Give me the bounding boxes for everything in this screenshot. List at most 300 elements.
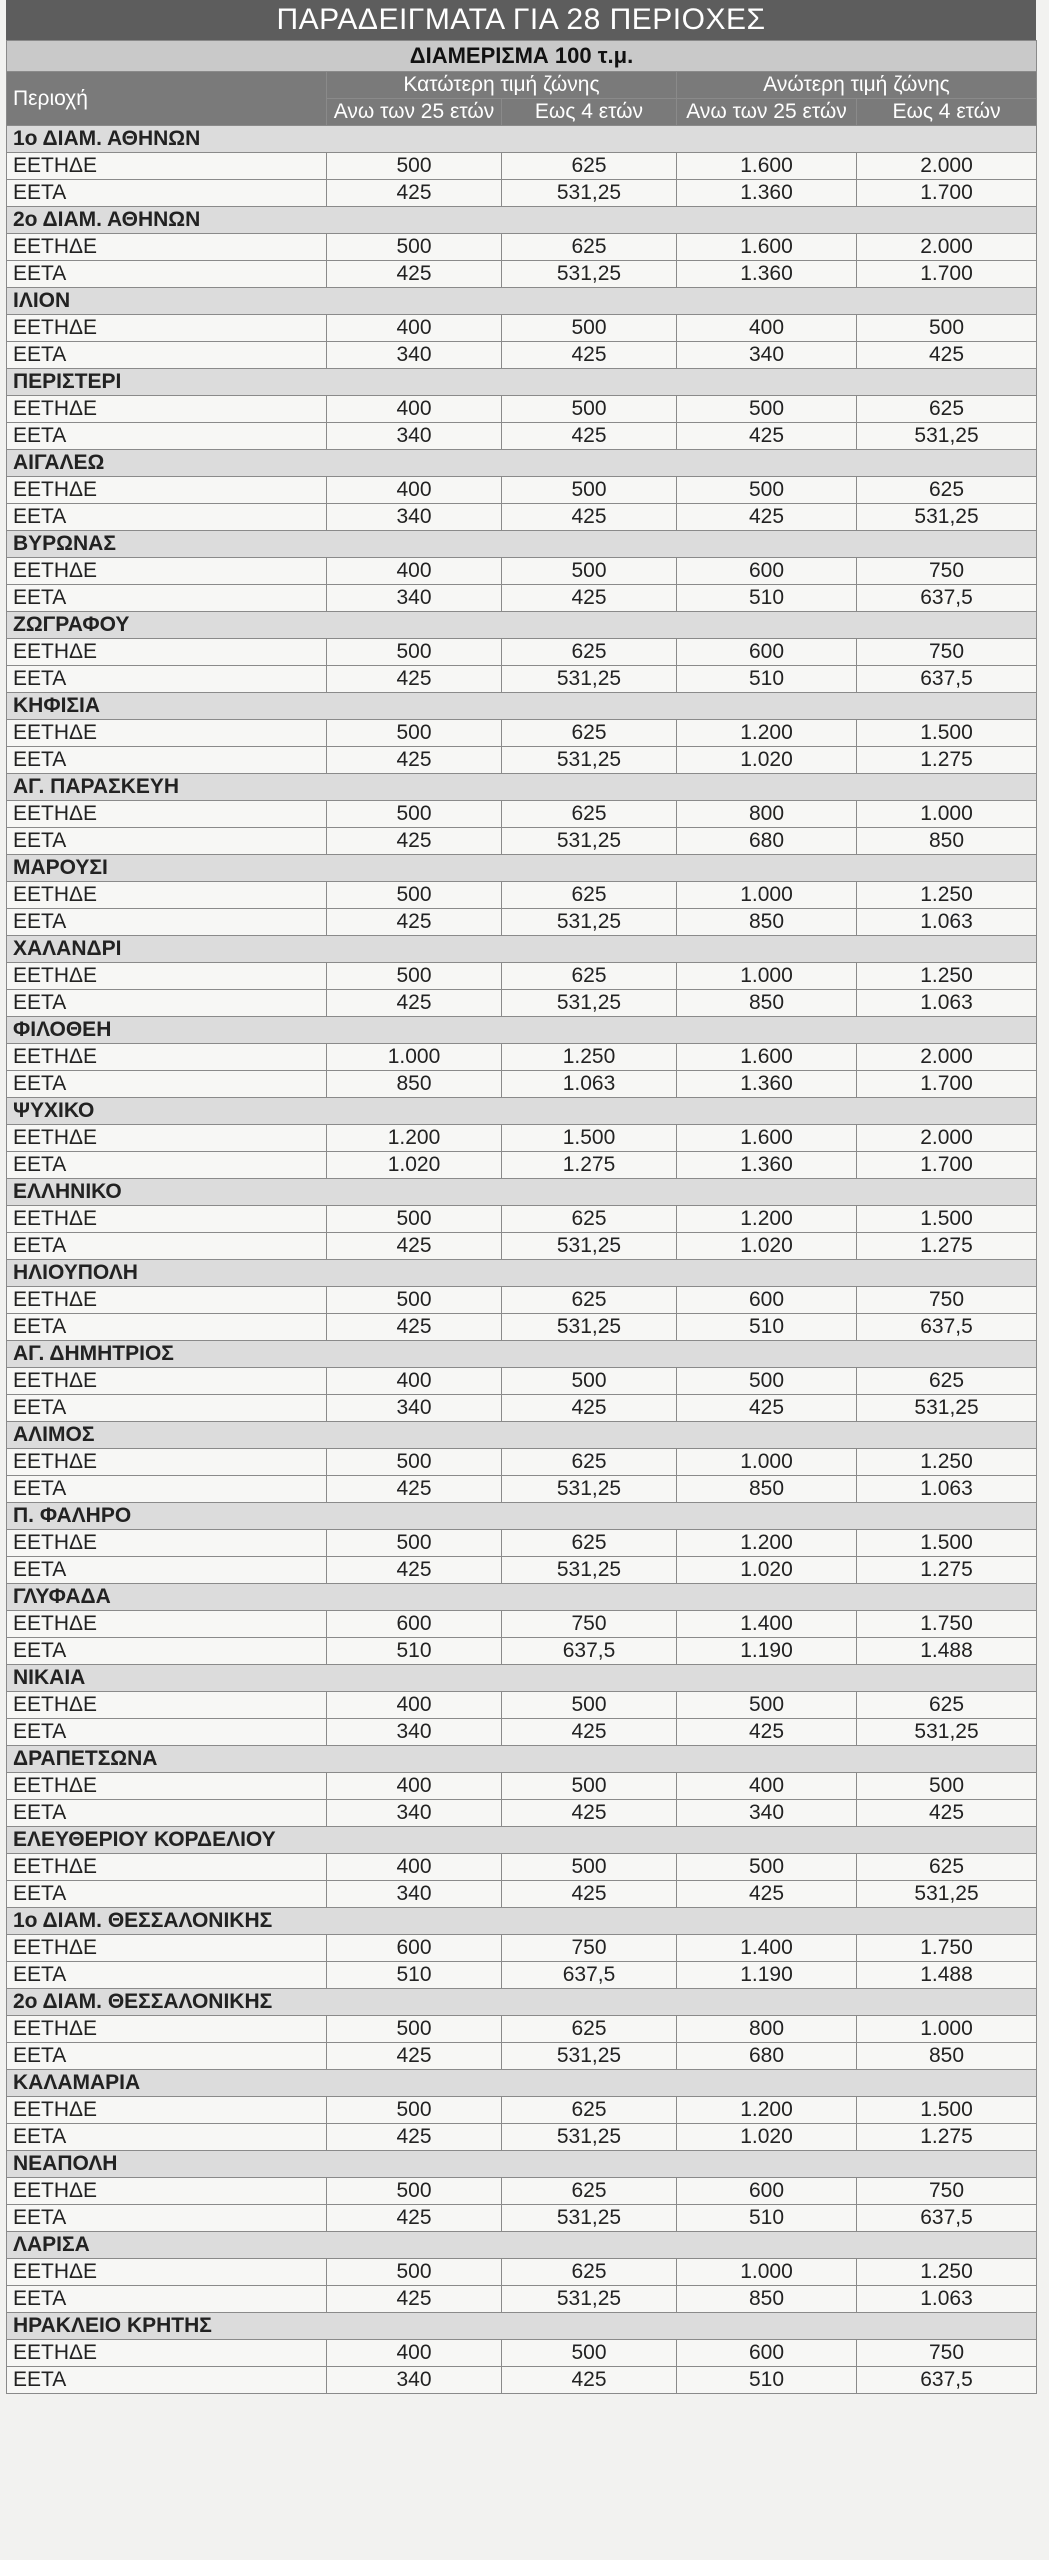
region-row xyxy=(7,774,1037,801)
table-cell: 850 xyxy=(677,2286,857,2313)
table-cell: 400 xyxy=(327,396,502,423)
row-label: ΕΕΤΑ xyxy=(7,1476,327,1503)
table-row xyxy=(7,1557,1037,1584)
region-name: ΗΛΙΟΥΠΟΛΗ xyxy=(7,1260,1037,1287)
table-cell: 531,25 xyxy=(502,666,677,693)
table-cell: 425 xyxy=(677,1395,857,1422)
region-row xyxy=(7,2232,1037,2259)
table-row xyxy=(7,1854,1037,1881)
table-cell: 531,25 xyxy=(502,2286,677,2313)
table-row xyxy=(7,990,1037,1017)
table-cell: 637,5 xyxy=(857,2205,1037,2232)
region-name: ΑΓ. ΠΑΡΑΣΚΕΥΗ xyxy=(7,774,1037,801)
row-label: ΕΕΤΗΔΕ xyxy=(7,1935,327,1962)
table-cell: 625 xyxy=(502,2259,677,2286)
region-name: ΨΥΧΙΚΟ xyxy=(7,1098,1037,1125)
table-cell: 425 xyxy=(502,2367,677,2394)
table-cell: 531,25 xyxy=(502,909,677,936)
region-name: ΑΙΓΑΛΕΩ xyxy=(7,450,1037,477)
table-row xyxy=(7,153,1037,180)
table-cell: 400 xyxy=(677,1773,857,1800)
row-label: ΕΕΤΗΔΕ xyxy=(7,2340,327,2367)
table-cell: 531,25 xyxy=(857,504,1037,531)
table-cell: 510 xyxy=(677,2367,857,2394)
table-cell: 1.488 xyxy=(857,1638,1037,1665)
row-label: ΕΕΤΗΔΕ xyxy=(7,720,327,747)
table-cell: 425 xyxy=(502,423,677,450)
table-row xyxy=(7,1368,1037,1395)
table-cell: 2.000 xyxy=(857,153,1037,180)
table-cell: 1.020 xyxy=(677,2124,857,2151)
table-cell: 600 xyxy=(327,1935,502,1962)
table-cell: 425 xyxy=(327,909,502,936)
region-row xyxy=(7,126,1037,153)
table-cell: 531,25 xyxy=(502,1557,677,1584)
table-row xyxy=(7,801,1037,828)
table-cell: 425 xyxy=(327,1557,502,1584)
table-row xyxy=(7,720,1037,747)
region-name: ΑΛΙΜΟΣ xyxy=(7,1422,1037,1449)
region-row xyxy=(7,1746,1037,1773)
table-cell: 531,25 xyxy=(857,1881,1037,1908)
table-row xyxy=(7,315,1037,342)
row-label: ΕΕΤΗΔΕ xyxy=(7,1692,327,1719)
table-cell: 1.500 xyxy=(857,1530,1037,1557)
header-upper-over25: Ανω των 25 ετών xyxy=(677,99,857,126)
row-label: ΕΕΤΑ xyxy=(7,261,327,288)
region-row xyxy=(7,1017,1037,1044)
table-cell: 425 xyxy=(327,2043,502,2070)
table-cell: 1.400 xyxy=(677,1611,857,1638)
row-label: ΕΕΤΑ xyxy=(7,2043,327,2070)
table-cell: 340 xyxy=(677,342,857,369)
row-label: ΕΕΤΑ xyxy=(7,2286,327,2313)
table-row xyxy=(7,1476,1037,1503)
table-cell: 425 xyxy=(327,1233,502,1260)
row-label: ΕΕΤΑ xyxy=(7,1881,327,1908)
table-cell: 500 xyxy=(327,153,502,180)
row-label: ΕΕΤΗΔΕ xyxy=(7,1125,327,1152)
table-cell: 1.500 xyxy=(857,720,1037,747)
table-cell: 1.063 xyxy=(857,909,1037,936)
table-cell: 625 xyxy=(502,1206,677,1233)
table-cell: 625 xyxy=(857,396,1037,423)
table-cell: 1.020 xyxy=(677,1233,857,1260)
table-cell: 750 xyxy=(502,1611,677,1638)
header-area: Περιοχή xyxy=(7,72,327,126)
table-row xyxy=(7,1611,1037,1638)
region-name: 2ο ΔΙΑΜ. ΘΕΣΣΑΛΟΝΙΚΗΣ xyxy=(7,1989,1037,2016)
table-cell: 340 xyxy=(327,1800,502,1827)
table-row xyxy=(7,1206,1037,1233)
table-cell: 625 xyxy=(502,720,677,747)
table-row xyxy=(7,2340,1037,2367)
table-cell: 1.063 xyxy=(502,1071,677,1098)
table-cell: 750 xyxy=(857,2340,1037,2367)
table-cell: 510 xyxy=(677,2205,857,2232)
table-cell: 1.200 xyxy=(677,2097,857,2124)
table-cell: 600 xyxy=(677,2178,857,2205)
table-cell: 510 xyxy=(677,1314,857,1341)
table-cell: 1.275 xyxy=(857,2124,1037,2151)
table-row xyxy=(7,504,1037,531)
table-cell: 1.360 xyxy=(677,1071,857,1098)
region-name: ΕΛΛΗΝΙΚΟ xyxy=(7,1179,1037,1206)
table-cell: 1.500 xyxy=(857,2097,1037,2124)
region-name: Π. ΦΑΛΗΡΟ xyxy=(7,1503,1037,1530)
table-cell: 500 xyxy=(502,558,677,585)
table-cell: 1.700 xyxy=(857,1152,1037,1179)
row-label: ΕΕΤΑ xyxy=(7,666,327,693)
table-cell: 850 xyxy=(327,1071,502,1098)
table-cell: 400 xyxy=(327,477,502,504)
table-cell: 400 xyxy=(327,315,502,342)
table-cell: 1.250 xyxy=(857,882,1037,909)
table-cell: 1.250 xyxy=(502,1044,677,1071)
table-cell: 1.500 xyxy=(857,1206,1037,1233)
region-row xyxy=(7,1179,1037,1206)
region-name: ΝΕΑΠΟΛΗ xyxy=(7,2151,1037,2178)
table-cell: 1.250 xyxy=(857,963,1037,990)
table-cell: 400 xyxy=(677,315,857,342)
table-cell: 531,25 xyxy=(502,2205,677,2232)
table-cell: 1.275 xyxy=(857,1557,1037,1584)
table-cell: 625 xyxy=(502,2097,677,2124)
region-row xyxy=(7,1260,1037,1287)
table-cell: 425 xyxy=(327,990,502,1017)
table-cell: 625 xyxy=(502,2016,677,2043)
table-cell: 425 xyxy=(857,1800,1037,1827)
table-cell: 1.250 xyxy=(857,2259,1037,2286)
region-name: 1ο ΔΙΑΜ. ΑΘΗΝΩΝ xyxy=(7,126,1037,153)
row-label: ΕΕΤΗΔΕ xyxy=(7,315,327,342)
region-name: ΕΛΕΥΘΕΡΙΟΥ ΚΟΡΔΕΛΙΟΥ xyxy=(7,1827,1037,1854)
table-cell: 1.000 xyxy=(677,963,857,990)
table-cell: 600 xyxy=(677,639,857,666)
table-row xyxy=(7,882,1037,909)
table-row xyxy=(7,2286,1037,2313)
table-cell: 625 xyxy=(857,1692,1037,1719)
table-cell: 425 xyxy=(677,1719,857,1746)
row-label: ΕΕΤΗΔΕ xyxy=(7,1773,327,1800)
table-cell: 1.000 xyxy=(327,1044,502,1071)
table-row xyxy=(7,1152,1037,1179)
table-cell: 680 xyxy=(677,828,857,855)
table-cell: 1.360 xyxy=(677,180,857,207)
row-label: ΕΕΤΗΔΕ xyxy=(7,153,327,180)
table-cell: 1.200 xyxy=(677,720,857,747)
table-row xyxy=(7,2205,1037,2232)
table-cell: 625 xyxy=(502,639,677,666)
table-cell: 500 xyxy=(502,396,677,423)
table-cell: 600 xyxy=(677,558,857,585)
table-cell: 500 xyxy=(502,315,677,342)
row-label: ΕΕΤΑ xyxy=(7,585,327,612)
table-cell: 625 xyxy=(857,1368,1037,1395)
row-label: ΕΕΤΑ xyxy=(7,2367,327,2394)
region-row xyxy=(7,1503,1037,1530)
region-row xyxy=(7,1989,1037,2016)
row-label: ΕΕΤΗΔΕ xyxy=(7,882,327,909)
region-row xyxy=(7,1908,1037,1935)
row-label: ΕΕΤΑ xyxy=(7,1719,327,1746)
table-row xyxy=(7,1314,1037,1341)
table-cell: 500 xyxy=(677,1692,857,1719)
table-cell: 1.250 xyxy=(857,1449,1037,1476)
table-cell: 340 xyxy=(327,1395,502,1422)
table-cell: 1.700 xyxy=(857,180,1037,207)
region-row xyxy=(7,369,1037,396)
table-cell: 637,5 xyxy=(857,585,1037,612)
table-row xyxy=(7,234,1037,261)
region-name: ΔΡΑΠΕΤΣΩΝΑ xyxy=(7,1746,1037,1773)
table-cell: 1.000 xyxy=(857,2016,1037,2043)
table-cell: 500 xyxy=(327,1530,502,1557)
table-cell: 500 xyxy=(502,2340,677,2367)
table-cell: 531,25 xyxy=(502,2124,677,2151)
table-cell: 531,25 xyxy=(502,1476,677,1503)
table-cell: 637,5 xyxy=(857,1314,1037,1341)
table-cell: 1.600 xyxy=(677,234,857,261)
table-cell: 425 xyxy=(327,747,502,774)
table-cell: 500 xyxy=(502,1854,677,1881)
table-cell: 500 xyxy=(677,1368,857,1395)
table-row xyxy=(7,2259,1037,2286)
table-cell: 1.750 xyxy=(857,1935,1037,1962)
table-cell: 500 xyxy=(327,720,502,747)
table-row xyxy=(7,585,1037,612)
table-row xyxy=(7,1881,1037,1908)
region-name: ΙΛΙΟΝ xyxy=(7,288,1037,315)
region-row xyxy=(7,531,1037,558)
table-cell: 531,25 xyxy=(502,1233,677,1260)
table-cell: 400 xyxy=(327,558,502,585)
table-cell: 850 xyxy=(857,2043,1037,2070)
table-cell: 500 xyxy=(327,801,502,828)
region-row xyxy=(7,1341,1037,1368)
table-cell: 425 xyxy=(857,342,1037,369)
table-cell: 1.200 xyxy=(677,1530,857,1557)
table-row xyxy=(7,558,1037,585)
table-cell: 510 xyxy=(327,1962,502,1989)
table-cell: 500 xyxy=(327,882,502,909)
row-label: ΕΕΤΑ xyxy=(7,1233,327,1260)
table-cell: 1.020 xyxy=(677,747,857,774)
table-row xyxy=(7,477,1037,504)
table-cell: 500 xyxy=(677,477,857,504)
table-row xyxy=(7,639,1037,666)
table-cell: 637,5 xyxy=(502,1638,677,1665)
table-cell: 1.000 xyxy=(677,882,857,909)
table-cell: 500 xyxy=(502,477,677,504)
table-row xyxy=(7,1233,1037,1260)
table-row xyxy=(7,828,1037,855)
table-cell: 500 xyxy=(327,1449,502,1476)
row-label: ΕΕΤΗΔΕ xyxy=(7,1611,327,1638)
table-cell: 510 xyxy=(677,666,857,693)
region-name: ΒΥΡΩΝΑΣ xyxy=(7,531,1037,558)
row-label: ΕΕΤΗΔΕ xyxy=(7,1530,327,1557)
table-row xyxy=(7,1044,1037,1071)
row-label: ΕΕΤΗΔΕ xyxy=(7,1854,327,1881)
row-label: ΕΕΤΑ xyxy=(7,1314,327,1341)
table-cell: 800 xyxy=(677,2016,857,2043)
table-cell: 1.500 xyxy=(502,1125,677,1152)
table-cell: 600 xyxy=(677,2340,857,2367)
table-cell: 400 xyxy=(327,1854,502,1881)
table-row xyxy=(7,1692,1037,1719)
table-cell: 680 xyxy=(677,2043,857,2070)
table-cell: 1.400 xyxy=(677,1935,857,1962)
table-cell: 625 xyxy=(857,1854,1037,1881)
table-cell: 400 xyxy=(327,1368,502,1395)
table-cell: 750 xyxy=(857,558,1037,585)
table-cell: 531,25 xyxy=(502,990,677,1017)
row-label: ΕΕΤΗΔΕ xyxy=(7,1206,327,1233)
table-cell: 500 xyxy=(327,2178,502,2205)
region-name: ΑΓ. ΔΗΜΗΤΡΙΟΣ xyxy=(7,1341,1037,1368)
table-cell: 531,25 xyxy=(502,828,677,855)
table-cell: 1.063 xyxy=(857,990,1037,1017)
region-row xyxy=(7,855,1037,882)
region-name: ΝΙΚΑΙΑ xyxy=(7,1665,1037,1692)
row-label: ΕΕΤΗΔΕ xyxy=(7,234,327,261)
table-cell: 500 xyxy=(327,2259,502,2286)
table-cell: 625 xyxy=(502,153,677,180)
table-row xyxy=(7,1638,1037,1665)
header-upper-zone: Ανώτερη τιμή ζώνης xyxy=(677,72,1037,99)
table-cell: 340 xyxy=(327,2367,502,2394)
table-cell: 625 xyxy=(502,234,677,261)
table-row xyxy=(7,1071,1037,1098)
table-cell: 1.275 xyxy=(857,747,1037,774)
table-cell: 625 xyxy=(502,1449,677,1476)
table-cell: 637,5 xyxy=(502,1962,677,1989)
table-cell: 850 xyxy=(857,828,1037,855)
row-label: ΕΕΤΗΔΕ xyxy=(7,1287,327,1314)
row-label: ΕΕΤΑ xyxy=(7,1395,327,1422)
table-cell: 500 xyxy=(327,2097,502,2124)
table-row xyxy=(7,2124,1037,2151)
table-cell: 500 xyxy=(857,1773,1037,1800)
table-cell: 531,25 xyxy=(857,1719,1037,1746)
table-cell: 425 xyxy=(502,585,677,612)
region-row xyxy=(7,693,1037,720)
row-label: ΕΕΤΗΔΕ xyxy=(7,2097,327,2124)
table-cell: 2.000 xyxy=(857,234,1037,261)
row-label: ΕΕΤΑ xyxy=(7,423,327,450)
table-cell: 600 xyxy=(327,1611,502,1638)
table-cell: 2.000 xyxy=(857,1125,1037,1152)
region-row xyxy=(7,1098,1037,1125)
table-cell: 1.360 xyxy=(677,1152,857,1179)
row-label: ΕΕΤΑ xyxy=(7,342,327,369)
table-cell: 531,25 xyxy=(502,261,677,288)
row-label: ΕΕΤΗΔΕ xyxy=(7,396,327,423)
table-cell: 425 xyxy=(327,828,502,855)
table-row xyxy=(7,909,1037,936)
table-row xyxy=(7,1125,1037,1152)
table-cell: 500 xyxy=(502,1773,677,1800)
region-row xyxy=(7,612,1037,639)
row-label: ΕΕΤΗΔΕ xyxy=(7,801,327,828)
table-cell: 425 xyxy=(502,1719,677,1746)
table-cell: 1.020 xyxy=(327,1152,502,1179)
region-name: ΓΛΥΦΑΔΑ xyxy=(7,1584,1037,1611)
row-label: ΕΕΤΗΔΕ xyxy=(7,477,327,504)
table-cell: 1.000 xyxy=(677,1449,857,1476)
table-cell: 1.700 xyxy=(857,261,1037,288)
table-cell: 340 xyxy=(327,504,502,531)
header-lower-over25: Ανω των 25 ετών xyxy=(327,99,502,126)
table-cell: 1.063 xyxy=(857,1476,1037,1503)
table-cell: 625 xyxy=(502,882,677,909)
header-lower-upto4: Εως 4 ετών xyxy=(502,99,677,126)
table-row xyxy=(7,747,1037,774)
region-row xyxy=(7,1584,1037,1611)
region-row xyxy=(7,1827,1037,1854)
table-row xyxy=(7,963,1037,990)
row-label: ΕΕΤΑ xyxy=(7,1962,327,1989)
header-upper-upto4: Εως 4 ετών xyxy=(857,99,1037,126)
table-cell: 425 xyxy=(677,504,857,531)
row-label: ΕΕΤΑ xyxy=(7,1638,327,1665)
table-cell: 637,5 xyxy=(857,2367,1037,2394)
table-subtitle: ΔΙΑΜΕΡΙΣΜΑ 100 τ.μ. xyxy=(7,41,1037,72)
table-cell: 637,5 xyxy=(857,666,1037,693)
table-row xyxy=(7,1719,1037,1746)
row-label: ΕΕΤΑ xyxy=(7,1557,327,1584)
table-cell: 425 xyxy=(327,1314,502,1341)
table-cell: 800 xyxy=(677,801,857,828)
table-cell: 1.190 xyxy=(677,1962,857,1989)
row-label: ΕΕΤΑ xyxy=(7,990,327,1017)
table-cell: 1.600 xyxy=(677,1044,857,1071)
row-label: ΕΕΤΑ xyxy=(7,909,327,936)
table-cell: 340 xyxy=(327,1719,502,1746)
row-label: ΕΕΤΑ xyxy=(7,2205,327,2232)
table-row xyxy=(7,1800,1037,1827)
table-cell: 1.750 xyxy=(857,1611,1037,1638)
region-name: ΠΕΡΙΣΤΕΡΙ xyxy=(7,369,1037,396)
table-cell: 500 xyxy=(327,1206,502,1233)
price-table-sheet xyxy=(6,0,1036,2394)
table-cell: 625 xyxy=(502,1530,677,1557)
table-cell: 625 xyxy=(857,477,1037,504)
region-row xyxy=(7,450,1037,477)
region-row xyxy=(7,2151,1037,2178)
table-cell: 400 xyxy=(327,1692,502,1719)
table-row xyxy=(7,2178,1037,2205)
table-cell: 425 xyxy=(327,1476,502,1503)
row-label: ΕΕΤΑ xyxy=(7,828,327,855)
row-label: ΕΕΤΗΔΕ xyxy=(7,2259,327,2286)
table-cell: 340 xyxy=(327,423,502,450)
table-cell: 625 xyxy=(502,2178,677,2205)
table-cell: 500 xyxy=(327,963,502,990)
table-cell: 600 xyxy=(677,1287,857,1314)
region-row xyxy=(7,2070,1037,2097)
region-name: ΦΙΛΟΘΕΗ xyxy=(7,1017,1037,1044)
table-cell: 425 xyxy=(327,2286,502,2313)
row-label: ΕΕΤΗΔΕ xyxy=(7,558,327,585)
table-cell: 531,25 xyxy=(502,180,677,207)
table-row xyxy=(7,1962,1037,1989)
table-cell: 531,25 xyxy=(857,1395,1037,1422)
table-cell: 425 xyxy=(327,2205,502,2232)
region-name: ΚΗΦΙΣΙΑ xyxy=(7,693,1037,720)
row-label: ΕΕΤΗΔΕ xyxy=(7,963,327,990)
